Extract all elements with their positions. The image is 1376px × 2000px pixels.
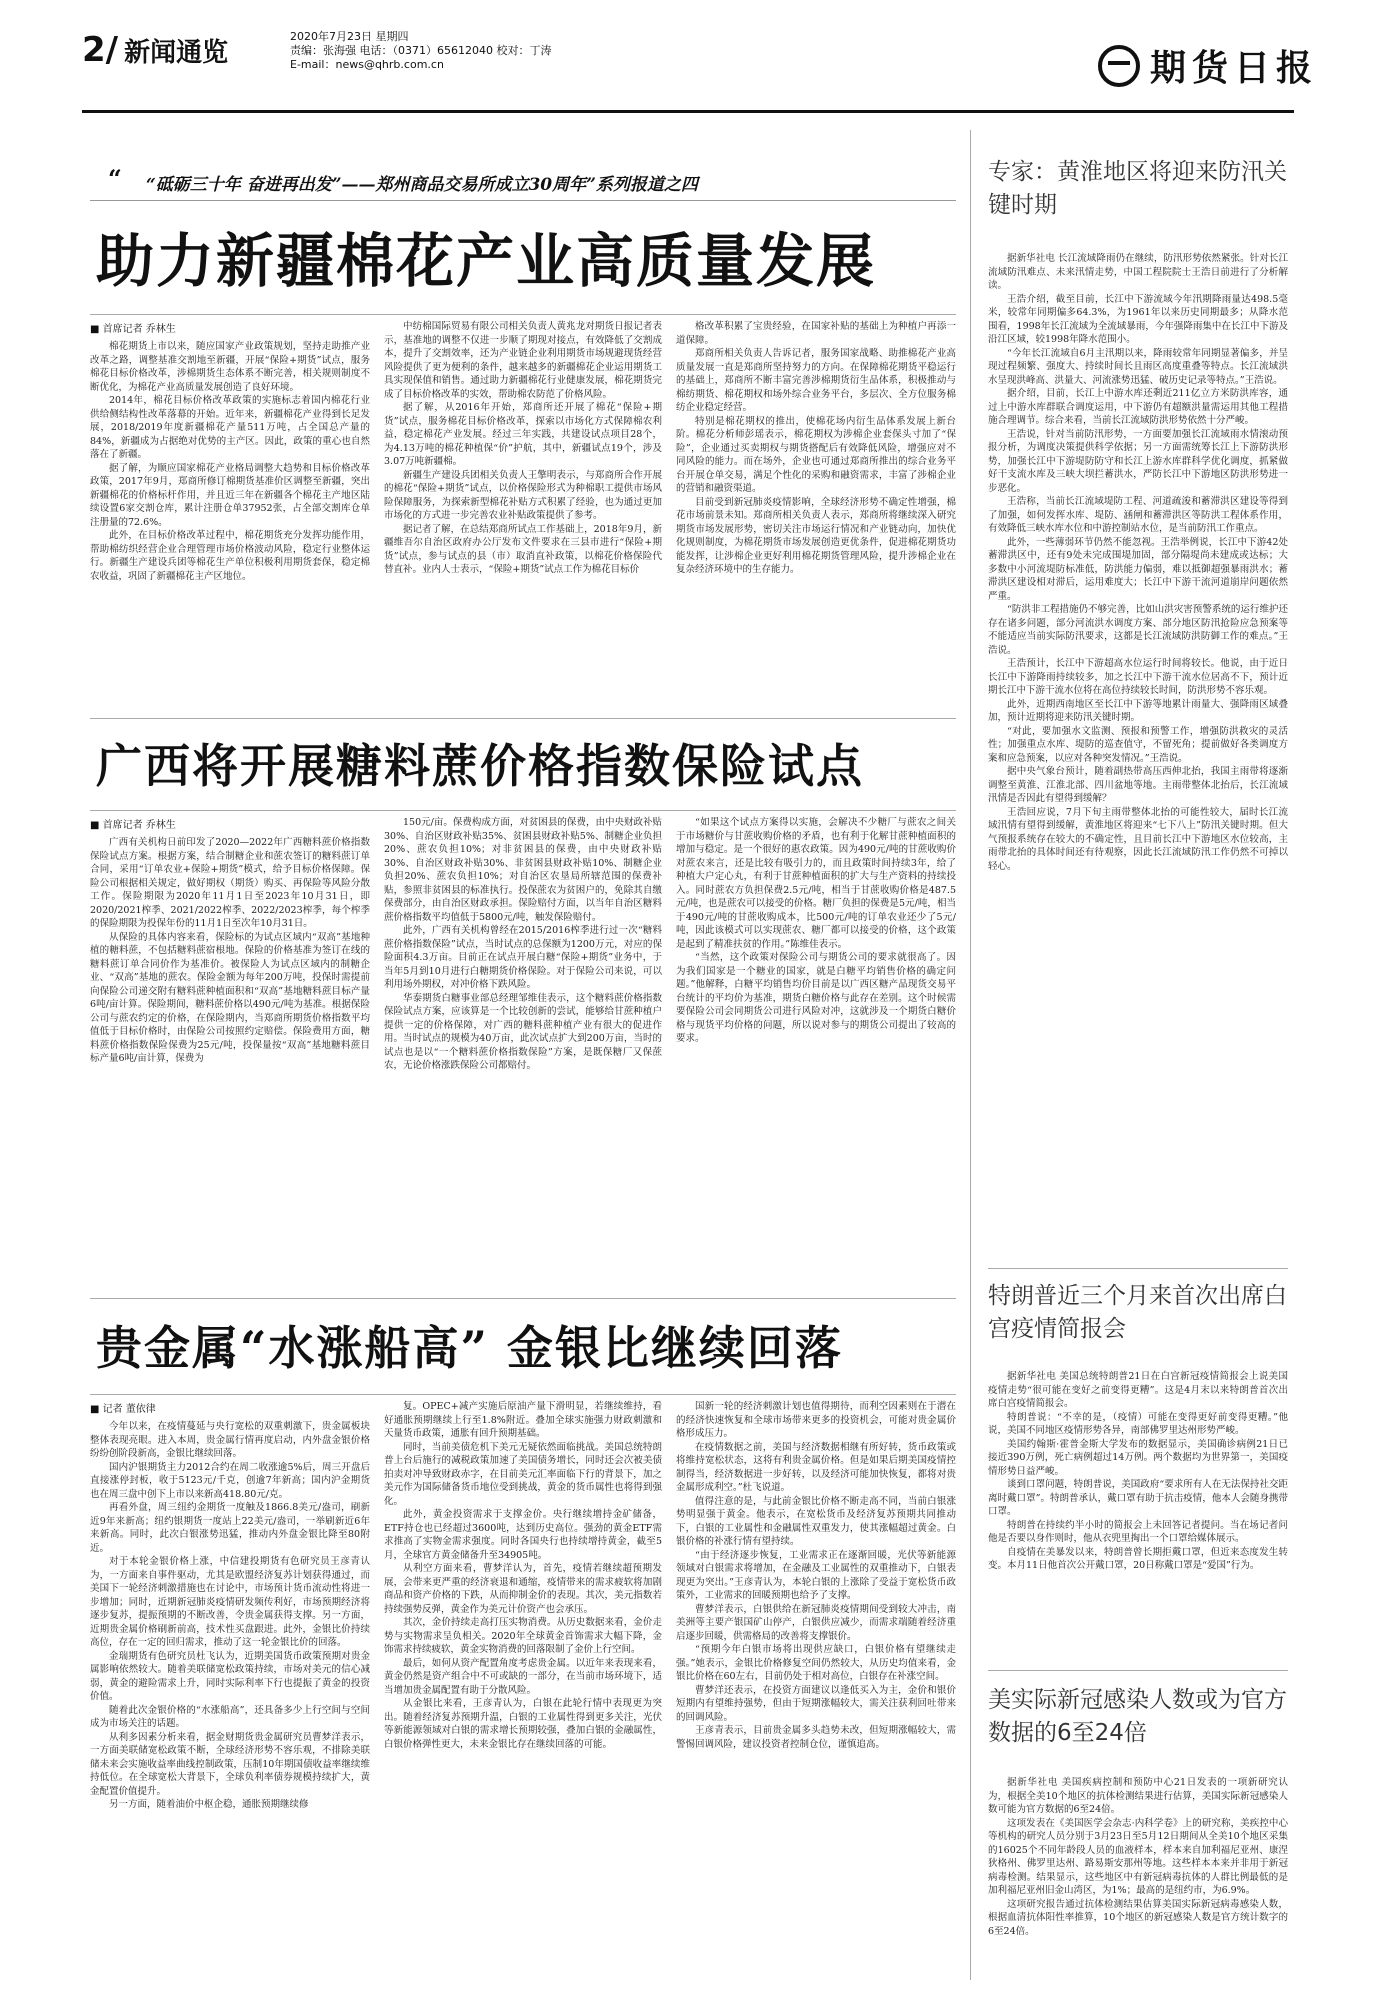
sidebar-rule-1 [988, 1268, 1288, 1269]
paragraph: 王浩说，针对当前防汛形势，一方面要加强长江流域雨水情滚动预报分析，为调度决策提供科学依据；另一方面需统筹长江上下游防洪形势，加强长江中下游堤防防守和长江上游水库群科学优化调度，抓紧做好干支流水库及三峡大坝拦蓄洪水，严防长江中下游地区防洪形势进一步恶化。 [988, 428, 1288, 494]
page-meta [290, 30, 551, 72]
paragraph: 美国约翰斯·霍普金斯大学发布的数据显示，美国确诊病例21日已接近390万例，死亡病例超过14万例。两个数据均为世界第一，美国疫情形势日益严峻。 [988, 1438, 1288, 1477]
paragraph: 国新一轮的经济刺激计划也值得期待，而利空因素则在于潜在的经济快速恢复和全球市场带来更多的投资机会，可能对贵金属价格形成压力。 [676, 1401, 956, 1439]
paragraph: 曹梦洋表示，白银供给在新冠肺炎疫情期间受到较大冲击，南美洲等主要产银国矿山停产，白银供应减少，而需求端随着经济重启逐步回暖，供需格局的改善将支撑银价。 [676, 1603, 956, 1642]
article2-headline: 广西将开展糖料蔗价格指数保险试点 [96, 739, 864, 793]
paragraph: “对此，要加强水文监测、预报和预警工作，增强防洪救灾的灵活性；加强重点水库、堤防的巡查值守，不留死角；提前做好各类调度方案和应急预案，以应对各种突发情况。”王浩说。 [988, 725, 1288, 764]
article3-byline: ■ 记者 董依律 [90, 1404, 156, 1415]
sidebar-article1-body [988, 252, 1288, 1252]
paragraph: “如果这个试点方案得以实施，会解决不少糖厂与蔗农之间关于市场糖价与甘蔗收购价格的矛盾，也有利于化解甘蔗种植面积的增加与稳定。是一个很好的惠农政策。因为490元/吨的甘蔗收购价对蔗农来言，还是比较有吸引力的，而且政策时间持续3年，给了种植大户定心丸，有利于甘蔗种植面积的扩大与生产资料的持续投入。同时蔗农方负担保费2.5元/吨，相当于甘蔗收购价格是487.5元/吨，也是蔗农可以接受的价格。糖厂负担的保费是5元/吨，相当于490元/吨的甘蔗收购成本，比500元/吨的订单农业还少了5元/吨，因此该模式可以实现蔗农、糖厂都可以接受的价格，这个政策是起到了精准扶贫的作用。”陈维佳表示。 [676, 817, 956, 950]
paragraph: 此外，在目标价格改革过程中，棉花期货充分发挥功能作用，帮助棉纺织经营企业合理管理市场价格波动风险，稳定行业整体运行。新疆生产建设兵团等棉花生产单位积极利用期货套保，稳定棉农收益，巩固了新疆棉花主产区地位。 [90, 530, 370, 582]
paragraph: 特别是棉花期权的推出，使棉花场内衍生品体系发展上新台阶。棉花分析师彭瑶表示，棉花期权为涉棉企业套保头寸加了“保险”，企业通过买卖期权与期货搭配后有效降低风险，增强应对不同风险的能力。而在场外，企业也可通过郑商所推出的综合业务平台开展仓单交易，满足个性化的采购和融资需求，丰富了涉棉企业的营销和融资渠道。 [676, 415, 956, 494]
article3-column-2 [384, 1400, 662, 1976]
quote-marks-icon: “ [108, 164, 122, 193]
article1-column-1 [90, 340, 370, 708]
paragraph: 据了解，从2016年开始，郑商所还开展了棉花“保险+期货”试点，服务棉花目标价格改革，探索以市场化方式保障棉农利益，稳定棉花产业发展。经过三年实践，共建设试点项目28个，为4.13万吨的棉花种植保“价”护航，其中，新疆试点19个，涉及3.07万吨新疆棉。 [384, 402, 662, 467]
paragraph: “当然，这个政策对保险公司与期货公司的要求就很高了。因为我们国家是一个糖业的国家，就是白糖平均销售价格的确定问题。”他解释，白糖平均销售均价目前是以广西区糖产品现货交易平台统计的平均价为基准，期货白糖价格与此存在差别。这个时候需要保险公司会同期货公司进行风险对冲，这就涉及一个期货白糖价格与现货平均价格的问题，所以说对参与的期货公司提出了较高的要求。 [676, 952, 956, 1044]
paragraph: 其次，金价持续走高打压实物消费。从历史数据来看，金价走势与实物需求呈负相关。2020年全球黄金首饰需求大幅下降，金饰需求持续疲软，黄金实物消费的回落限制了金价上行空间。 [384, 1617, 662, 1655]
article2-bottom-rule [90, 1298, 956, 1299]
paragraph: 华泰期货白糖事业部总经理邹维佳表示，这个糖料蔗价格指数保险试点方案，应该算是一个比较创新的尝试，能够给甘蔗种植户提供一定的价格保障，对广西的糖料蔗种植产业有很大的促进作用。当时试点的规模为40万亩，此次试点扩大到200万亩，当时的试点也是以“一个糖料蔗价格指数保险”方案，是既保糖厂又保蔗农，无论价格涨跌保险公司都赔付。 [384, 992, 662, 1071]
paragraph: 此外，广西有关机构曾经在2015/2016榨季进行过一次“糖料蔗价格指数保险”试点，当时试点的总保额为1200万元，对应的保险面积4.3万亩。目前正在试点开展白糖“保险+期货”业务中，于当年5月到10月进行白糖期货价格保险。对于保险公司来说，可以利用场外期权，对冲价格下跌风险。 [384, 925, 662, 990]
page-number-text: 2/ [82, 30, 119, 70]
paragraph: 此外，近期西南地区至长江中下游等地累计雨量大、强降雨区域叠加，预计近期将迎来防汛关键时期。 [988, 698, 1288, 723]
paragraph: 郑商所相关负责人告诉记者，服务国家战略、助推棉花产业高质量发展一直是郑商所坚持努力的方向。在保障棉花期货平稳运行的基础上，郑商所不断丰富完善涉棉期货衍生品体系，积极推动与棉纺期货、棉花期权和场外综合业务平台，多层次、全方位服务棉纺企业稳定经营。 [676, 348, 956, 413]
paragraph: “预期今年白银市场将出现供应缺口，白银价格有望继续走强。”她表示，金银比价格修复空间仍然较大，从历史均值来看，金银比价格在60左右，目前仍处于相对高位，白银存在补涨空间。 [676, 1644, 956, 1682]
paragraph: 从利多因素分析来看，据金财期货贵金属研究员曹梦洋表示，一方面美联储宽松政策不断，全球经济形势不容乐观，不排除美联储未来会实施收益率曲线控制政策，压制10年期国债收益率继续维持低位。在全球宽松大背景下，全球负利率债券规模持续扩大，黄金配置价值提升。 [90, 1731, 370, 1797]
series-rule [90, 200, 956, 201]
paragraph: 目前受到新冠肺炎疫情影响，全球经济形势不确定性增强，棉花市场前景未知。郑商所相关负责人表示，郑商所将继续深入研究期货市场发展形势，密切关注市场运行情况和产业链动向，加快优化规则制度，为棉花期货市场发展创造更优条件，促进棉花期货功能发挥，让涉棉企业更好利用棉花期货管理风险，提升涉棉企业在复杂经济环境中的生存能力。 [676, 496, 956, 575]
paragraph: 棉花期货上市以来，随应国家产业政策规划，坚持走助推产业改革之路，调整基准交割地至新疆，开展“保险+期货”试点，服务棉花目标价格改革，涉棉期货生态体系不断完善，相关规则制度不断优化，为棉花产业高质量发展创造了良好环境。 [90, 341, 370, 393]
article1-column-2 [384, 320, 662, 708]
paragraph: 最后，如何从资产配置角度考虑贵金属。以近年来表现来看，黄金仍然是资产组合中不可或缺的一部分，在当前市场环境下，适当增加贵金属配置有助于分散风险。 [384, 1657, 662, 1696]
paragraph: 这项发表在《美国医学会杂志·内科学卷》上的研究称，美疾控中心等机构的研究人员分别于3月23日至5月12日期间从全美10个地区采集的16025个不同年龄段人员的血液样本，样本来自加利福尼亚州、康涅狄格州、佛罗里达州、路易斯安那州等地。这些样本本来并非用于新冠病毒检测。结果显示，这些地区中有新冠病毒抗体的人群比例最低的是加利福尼亚州旧金山湾区，为1%；最高的是纽约市，为6.9%。 [988, 1817, 1288, 1896]
article1-column-3 [676, 320, 956, 708]
article2-top-rule [90, 810, 956, 811]
sidebar-article2-headline: 特朗普近三个月来首次出席白宫疫情简报会 [988, 1283, 1287, 1342]
paragraph: 再看外盘，周三纽约金期货一度触及1866.8美元/盎司，刷新近9年来新高；纽约银期货一度站上22美元/盎司，一举刷新近6年来新高。同时，此次白银涨势迅猛，推动内外盘金银比降至80附近。 [90, 1502, 370, 1554]
sidebar-article3-headline: 美实际新冠感染人数或为官方数据的6至24倍 [988, 1687, 1287, 1746]
paragraph: 金瑞期货有色研究员杜飞认为，近期美国货币政策预期对贵金属影响依然较大。随着美联储宽松政策持续，市场对美元的信心减弱，黄金的避险需求上升，同时实际利率下行也提振了黄金的投资价值。 [90, 1650, 370, 1702]
date-line: 2020年7月23日 星期四 [290, 30, 409, 43]
section-name: 新闻通览 [124, 38, 229, 68]
paragraph: 曹梦洋还表示，在投资方面建议以逢低买入为主，金价和银价短期内有望维持强势，但由于短期涨幅较大，需关注获利回吐带来的回调风险。 [676, 1684, 956, 1723]
paragraph: 谈到口罩问题，特朗普说，美国政府“要求所有人在无法保持社交距离时戴口罩”。特朗普承认，戴口罩有助于抗击疫情，他本人会随身携带口罩。 [988, 1479, 1288, 1517]
article2-column-1 [90, 836, 370, 1288]
article3-column-3 [676, 1400, 956, 1976]
paragraph: “防洪非工程措施仍不够完善，比如山洪灾害预警系统的运行维护还存在诸多问题，部分河流洪水调度方案、部分地区防汛抢险应急预案等不能适应当前实际防汛要求，这都是长江流域防洪防御工作的难点。”王浩说。 [988, 604, 1288, 656]
logo-emblem-icon [1098, 45, 1140, 87]
paragraph: 据记者了解，在总结郑商所试点工作基础上，2018年9月，新疆维吾尔自治区政府办公厅发布文件要求在三县市进行“保险+期货”试点，参与试点的县（市）取消直补政策，以棉花价格保险代替直补。业内人士表示，“保险+期货”试点工作为棉花目标价 [384, 523, 662, 575]
paragraph: 对于本轮金银价格上涨，中信建投期货有色研究员王彦青认为，一方面来自事件驱动，尤其是欧盟经济复苏计划获得通过，而美国下一轮经济刺激措施也在讨论中，市场预计货币流动性将进一步增加；同时，近期新冠肺炎疫情研发频传利好，市场预期经济将逐步复苏，提振预期的不断改善，令贵金属获得支撑。另一方面，近期贵金属价格刷新前高，技术性买盘跟进。此外，金银比价持续高位，存在一定的回归需求，推动了这一轮金银比价的回落。 [90, 1556, 370, 1648]
paragraph: 特朗普在持续约半小时的简报会上未回答记者提问。当在场记者问他是否要以身作则时，他从衣兜里掏出一个口罩给媒体展示。 [988, 1519, 1288, 1544]
series-title: “砥砺三十年 奋进再出发”——郑州商品交易所成立30周年”系列报道之四 [146, 175, 698, 195]
sidebar-rule-2 [988, 1670, 1288, 1671]
paragraph: 据介绍，目前，长江上中游水库还剩近211亿立方米防洪库容，通过上中游水库群联合调度运用，中下游仍有超额洪量需运用其他工程措施合理调节。综合来看，当前长江流域防洪形势依然十分严峻。 [988, 388, 1288, 426]
article3-column-1 [90, 1420, 370, 1976]
editor-line: 责编：张海强 电话：（0371）65612040 校对：丁涛 [290, 44, 552, 57]
paragraph: 格改革积累了宝贵经验，在国家补贴的基础上为种植户再添一道保障。 [676, 321, 956, 346]
paragraph: 国内沪银期货主力2012合约在周二收涨逾5%后，周三开盘后直接涨停封板，收于5123元/千克，创逾7年新高；国内沪金期货也在周三盘中创下上市以来新高418.80元/克。 [90, 1461, 370, 1500]
paragraph: 新疆生产建设兵团相关负责人王擎明表示，与郑商所合作开展的棉花“保险+期货”试点，以价格保险形式为种棉职工提供市场风险保障服务，为探索新型棉花补贴方式积累了经验，也为通过更加市场化的方式进一步完善农业补贴政策提供了参考。 [384, 469, 662, 521]
paragraph: 据新华社电 美国疾病控制和预防中心21日发表的一项新研究认为，根据全美10个地区的抗体检测结果进行估算，美国实际新冠感染人数可能为官方数据的6至24倍。 [988, 1777, 1288, 1815]
paragraph: 特朗普说：“不幸的是，（疫情）可能在变得更好前变得更糟。”他说，美国不同地区疫情形势各异，南部佛罗里达州形势严峻。 [988, 1411, 1288, 1436]
paragraph: 随着此次金银价格的“水涨船高”，还具备多少上行空间与空间成为市场关注的话题。 [90, 1704, 370, 1729]
article1-bottom-rule [90, 718, 956, 719]
paragraph: 此外，黄金投资需求于支撑金价。央行继续增持金矿储备，ETF持仓也已经超过3600吨，达到历史高位。强劲的黄金ETF需求推高了实物金需求强度。同时各国央行也持续增持黄金，截至5月，全球官方黄金储备升至34905吨。 [384, 1509, 662, 1561]
paragraph: 王浩预计，长江中下游超高水位运行时间将较长。他说，由于近日长江中下游降雨持续较多，加之长江中下游干流水位居高不下，预计近期长江中下游干流水位将在高位持续较长时间，防洪形势不容乐观。 [988, 658, 1288, 696]
paragraph: 自疫情在美暴发以来，特朗普曾长期拒戴口罩，但近来态度发生转变。本月11日他首次公开戴口罩，20日称戴口罩是“爱国”行为。 [988, 1546, 1288, 1571]
paragraph: 从保险的具体内容来看，保险标的为试点区域内“双高”基地种植的糖料蔗，不包括糖料蔗宿根地。保险的价格基准为签订在线的糖料蔗订单合同价作为基准价。被保险人为试点区域内的制糖企业、“双高”基地的蔗农。保险金额为每年200万吨，投保时需提前向保险公司递交附有糖料蔗种植面积和“双高”基地糖料蔗目标产量6吨/亩计算。保险期间，糖料蔗价格以490元/吨为基准。根据保险公司与蔗农约定的价格，在保险期内，当郑商所期货价格指数平均值低于目标价格时，由保险公司按照约定赔偿。保险费用方面，糖料蔗价格指数保险保费为25元/吨，投保量按“双高”基地糖料蔗目标产量6吨/亩计算，保费为 [90, 931, 370, 1064]
paragraph: 据新华社电 美国总统特朗普21日在白宫新冠疫情简报会上说美国疫情走势“很可能在变好之前变得更糟”。这是4月末以来特朗普首次出席白宫疫情简报会。 [988, 1371, 1288, 1409]
paragraph: 另一方面，随着油价中枢企稳，通胀预期继续修 [109, 1799, 309, 1810]
paragraph: 值得注意的是，与此前金银比价格不断走高不同，当前白银涨势明显强于黄金。他表示，在宽松货币及经济复苏预期共同推动下，白银的工业属性和金融属性双重发力，使其涨幅超过黄金。白银价格的补涨行情有望持续。 [676, 1495, 956, 1547]
sidebar-article3-body [988, 1776, 1288, 1976]
paragraph: 据新华社电 长江流域降雨仍在继续，防汛形势依然紧张。针对长江流域防汛难点、未来汛情走势，中国工程院院士王浩日前进行了分析解读。 [988, 253, 1288, 291]
paragraph: 王浩回应说，7月下旬主雨带整体北抬的可能性较大，届时长江流域汛情有望得到缓解，黄淮地区将迎来“七下八上”防汛关键时期。但大气预报系统存在较大的不确定性，且目前长江中下游地区水位较高，主雨带北抬的具体时间还有待观察，因此长江流域防汛工作仍然不可掉以轻心。 [988, 806, 1288, 872]
paragraph: 复。OPEC+减产实施后原油产量下滑明显，若继续维持，看好通胀预期继续上行至1.8%附近。叠加全球实施强力财政刺激和天量货币政策，通胀有回升预期基础。 [384, 1401, 662, 1439]
sidebar-separator [970, 130, 971, 1980]
article2-byline: ■ 首席记者 乔林生 [90, 820, 176, 831]
newspaper-name: 期货日报 [1150, 47, 1319, 89]
paragraph: 从利空方面来看，曹梦洋认为，首先，疫情若继续超预期发展，会带来更严重的经济衰退和通缩，疫情带来的需求疲软将加剧商品和资产价格的下跌，从而抑制金价的表现。其次，美元指数若持续强势反弹，黄金作为美元计价资产也会承压。 [384, 1563, 662, 1615]
paragraph: 2014年，棉花目标价格改革政策的实施标志着国内棉花行业供给侧结构性改革落幕的开始。近年来，新疆棉花产业得到长足发展，2018/2019年度新疆棉花产量511万吨，占全国总产量的84%，新疆成为占据绝对优势的主产区。因此，政策的重心也自然落在了新疆。 [90, 395, 370, 460]
sidebar-article1-headline: 专家：黄淮地区将迎来防汛关键时期 [988, 159, 1287, 218]
paragraph: 王浩称，当前长江流域堤防工程、河道疏浚和蓄滞洪区建设等得到了加强，如何发挥水库、堤防、涵闸和蓄滞洪区等防洪工程体系作用，有效降低三峡水库水位和中游控制站水位，是当前防汛工作重点。 [988, 496, 1288, 534]
paragraph: 从金银比来看，王彦青认为，白银在此轮行情中表现更为突出。随着经济复苏预期升温，白银的工业属性得到更多关注，光伏等新能源领域对白银的需求增长预期较强，叠加白银的金融属性，白银价格弹性更大，未来金银比存在继续回落的可能。 [384, 1698, 662, 1750]
page-number [82, 30, 228, 70]
article1-byline: ■ 首席记者 乔林生 [90, 324, 176, 335]
newspaper-logo [1098, 40, 1318, 91]
paragraph: 王浩介绍，截至目前，长江中下游流域今年汛期降雨量达498.5毫米，较常年同期偏多64.3%，为1961年以来历史同期最多；从降水范围看，1998年长江流域为全流域暴雨，今年强降雨集中在长江中下游及沿江区域，较1998年降水范围小。 [988, 293, 1288, 345]
email-line: E-mail：news@qhrb.com.cn [290, 58, 444, 71]
paragraph: “今年长江流域自6月主汛期以来，降雨较常年同期显著偏多，并呈现过程频繁、强度大、持续时间长且雨区高度重叠等特点。长江流域洪水呈现洪峰高、洪量大、河流涨势迅猛、破历史记录等特点。”王浩说。 [988, 347, 1288, 386]
article1-top-rule [90, 314, 956, 315]
article1-headline: 助力新疆棉花产业高质量发展 [96, 227, 877, 295]
article3-headline: 贵金属“水涨船高” 金银比继续回落 [96, 1321, 843, 1375]
paragraph: 同时，当前美债危机下美元无疑依然面临挑战。美国总统特朗普上台后施行的减税政策加速了美国债务增长，同时还会次被美债拍卖对冲导致财政赤字，在目前美元汇率面临下行的背景下，加之美元作为国际储备货币地位受到挑战，黄金的货币属性也将得到强化。 [384, 1441, 662, 1507]
paragraph: 王彦青表示，目前贵金属多头趋势未改，但短期涨幅较大，需警惕回调风险，建议投资者控制仓位，谨慎追高。 [676, 1725, 956, 1750]
paragraph: 150元/亩。保费构成方面，对贫困县的保费，由中央财政补贴30%、自治区财政补贴35%、贫困县财政补贴5%、制糖企业负担20%、蔗农负担10%；对非贫困县的保费，由中央财政补贴30%、自治区财政补贴30%、非贫困县财政补贴10%、制糖企业负担20%、蔗农负担10%；对自治区农垦局所辖范围的保费补贴，参照非贫困县的标准执行。投保蔗农为贫困户的，免除其自缴保费部分，由自治区财政承担。保险赔付方面，以当年自治区糖料蔗价格指数平均值低于5800元/吨，触发保险赔付。 [384, 817, 662, 923]
paragraph: 今年以来，在疫情蔓延与央行宽松的双重刺激下，贵金属板块整体表现亮眼。进入本周，贵金属行情再度启动，内外盘金银价格纷纷创阶段新高，金银比继续回落。 [90, 1421, 370, 1459]
paragraph: 此外，一些薄弱环节仍然不能忽视。王浩举例说，长江中下游42处蓄滞洪区中，还有9处未完成围堤加固，部分隔堤尚未建成或达标；大多数中小河流堤防标准低，防洪能力偏弱，难以抵御超强暴雨洪水；蓄滞洪区建设相对滞后，运用难度大；长江中下游干流河道崩岸问题依然严重。 [988, 536, 1288, 602]
paragraph: 中纺棉国际贸易有限公司相关负责人黄兆龙对期货日报记者表示，基准地的调整不仅进一步顺了期现对接点，有效降低了交割成本，提升了交割效率，还为产业链企业利用期货市场规避现货经营风险提供了更为便利的条件，越来越多的新疆棉花企业运用期货工具实现保值和销售。通过助力新疆棉花行业健康发展，棉花期货完成了目标价格改革的实效，帮助棉农防范了价格风险。 [384, 321, 662, 400]
article2-column-2 [384, 816, 662, 1288]
header-rule [82, 110, 1294, 113]
paragraph: 这项研究报告通过抗体检测结果估算美国实际新冠病毒感染人数，根据血清抗体阳性率推算，10个地区的新冠感染人数是官方统计数字的6至24倍。 [988, 1898, 1288, 1937]
article3-top-rule [90, 1394, 956, 1395]
paragraph: 在疫情数据之前，美国与经济数据相继有所好转，货币政策或将维持宽松状态，这将有利贵金属价格。但是如果后期美国疫情控制得当，经济数据进一步好转，以及经济可能加快恢复，都将对贵金属形成利空。”杜飞说道。 [676, 1441, 956, 1493]
paragraph: 据中央气象台预计，随着副热带高压西伸北抬，我国主雨带将逐渐调整至黄淮、江淮北部、四川盆地等地。主雨带整体北抬后，长江流域汛情是否因此有望得到缓解？ [988, 766, 1288, 804]
paragraph: “由于经济逐步恢复，工业需求正在逐渐回暖，光伏等新能源领域对白银需求将增加，在金融及工业属性的双重推动下，白银表现更为突出。”王彦青认为，本轮白银的上涨除了受益于宽松货币政策外，工业需求的回暖预期也给予了支撑。 [676, 1549, 956, 1601]
paragraph: 广西有关机构日前印发了2020—2022年广西糖料蔗价格指数保险试点方案。根据方案，结合制糖企业和蔗农签订的糖料蔗订单合同，采用“订单农业+保险+期货”模式，给予目标价格保障。保险公司根据相关规定，做好期权（期货）购买、再保险等风险分散工作。保险期限为2020年11月1日至2023年10月31日，即2020/2021榨季、2021/2022榨季、2022/2023榨季，每个榨季的保险期限为投保年份的11月1日至次年10月31日。 [90, 837, 370, 929]
paragraph: 据了解，为顺应国家棉花产业格局调整大趋势和目标价格改革政策，2017年9月，郑商所修订棉期货基准价区调整至新疆，突出新疆棉花的价格标杆作用，并且近三年在新疆各个棉花主产地区陆续设置6家交割仓库，累计注册仓单37952张，占全部交割库仓单注册量的72.6%。 [90, 462, 370, 528]
article2-column-3 [676, 816, 956, 1288]
sidebar-article2-body [988, 1370, 1288, 1660]
